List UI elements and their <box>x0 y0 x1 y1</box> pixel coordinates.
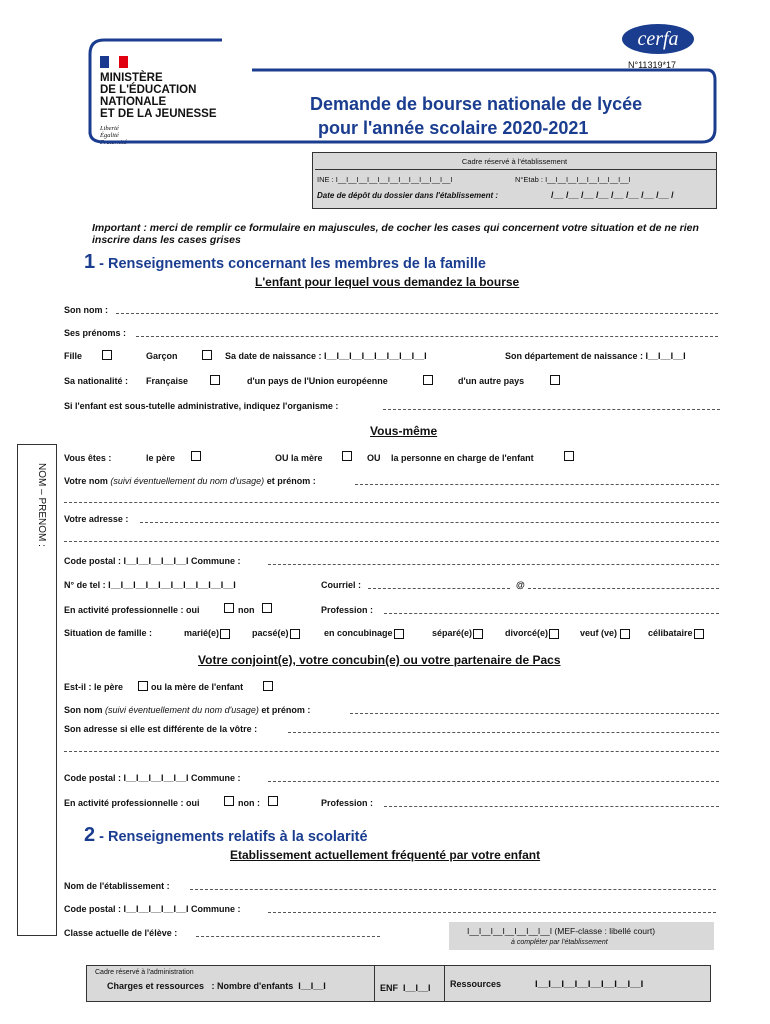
conjoint-mere-checkbox[interactable] <box>263 681 273 691</box>
est-il-label: Est-il : le père <box>64 682 124 692</box>
section1-title <box>84 251 486 274</box>
nom-etab-field[interactable] <box>190 889 716 890</box>
conjoint-code-postal-field[interactable]: Code postal : I__I__I__I__I__I Commune : <box>64 773 241 783</box>
fille-checkbox[interactable] <box>102 350 112 360</box>
personne-label: la personne en charge de l'enfant <box>391 453 534 463</box>
personne-checkbox[interactable] <box>564 451 574 461</box>
conjoint-oui-checkbox[interactable] <box>224 796 234 806</box>
side-label-box <box>17 444 57 936</box>
cerfa-number: N°11319*17 <box>628 60 676 70</box>
conjoint-adresse-field-2[interactable] <box>64 751 719 752</box>
ressources-field: I__I__I__I__I__I__I__I__I <box>535 979 644 990</box>
veuf-checkbox[interactable] <box>620 629 630 639</box>
garcon-checkbox[interactable] <box>202 350 212 360</box>
conjoint-non-checkbox[interactable] <box>268 796 278 806</box>
reserved-box-title: Cadre réservé à l'établissement <box>461 157 568 166</box>
celibataire-checkbox[interactable] <box>694 629 704 639</box>
pacse-checkbox[interactable] <box>290 629 300 639</box>
etab-code-postal-field[interactable]: Code postal : I__I__I__I__I__I Commune : <box>64 904 241 914</box>
section2-heading: - Renseignements relatifs à la scolarité <box>95 829 368 845</box>
ses-prenoms-field[interactable] <box>136 336 718 337</box>
mef-box <box>449 922 714 950</box>
reserved-box <box>312 152 717 209</box>
sexe-row <box>64 351 82 361</box>
at-symbol: @ <box>516 580 525 590</box>
mef-field: I__I__I__I__I__I__I__I (MEF-classe : libellé court) <box>467 926 656 936</box>
ine-field: INE : I__I__I__I__I__I__I__I__I__I__I__I <box>317 175 453 184</box>
pere-checkbox[interactable] <box>191 451 201 461</box>
vous-meme-title: Vous-même <box>370 424 438 438</box>
situation-pacse[interactable] <box>252 628 300 639</box>
section1-number: 1 <box>84 251 96 273</box>
conjoint-nom-field[interactable] <box>350 713 719 714</box>
conjoint-nom-hint: (suivi éventuellement du nom d'usage) <box>105 705 259 715</box>
cerfa-logo: cerfa <box>622 24 694 54</box>
marie-label: marié(e) <box>184 628 220 638</box>
title-line-1: Demande de bourse nationale de lycée <box>310 94 643 114</box>
celibataire-label: célibataire <box>648 628 693 638</box>
et-prenom-text: et prénom : <box>266 476 316 486</box>
commune-field[interactable] <box>268 564 719 565</box>
ou-label: OU <box>367 453 381 463</box>
motto-2: Égalité <box>100 132 119 139</box>
fille-label: Fille <box>64 351 83 361</box>
page-title <box>310 92 642 140</box>
admin-box-title: Cadre réservé à l'administration <box>95 969 194 976</box>
concubinage-label: en concubinage <box>324 628 393 638</box>
activite-non-label: non <box>238 605 255 615</box>
ministry-line-4: ET DE LA JEUNESSE <box>100 108 217 120</box>
ministry-line-2: DE L'ÉDUCATION <box>100 84 197 96</box>
son-nom-field[interactable] <box>116 313 718 314</box>
admin-box <box>86 965 711 1002</box>
conjoint-commune-field[interactable] <box>268 781 719 782</box>
situation-divorce[interactable] <box>505 628 559 639</box>
conjoint-title: Votre conjoint(e), votre concubin(e) ou votre partenaire de Pacs <box>198 653 561 667</box>
situation-concubinage[interactable] <box>324 628 404 639</box>
side-label: NOM – PRENOM : <box>36 463 47 547</box>
le-pere-label: le père <box>146 453 176 463</box>
conjoint-profession-field[interactable] <box>384 806 719 807</box>
conjoint-nom-label <box>64 705 310 715</box>
conjoint-adresse-field[interactable] <box>288 732 719 733</box>
situation-label: Situation de famille : <box>64 628 153 638</box>
garcon-label: Garçon <box>146 351 178 361</box>
netab-field: N°Etab : I__I__I__I__I__I__I__I__I <box>515 175 631 184</box>
courriel-field[interactable] <box>368 588 510 589</box>
section2-title <box>84 824 368 847</box>
divorce-checkbox[interactable] <box>549 629 559 639</box>
nationalite-label: Sa nationalité : <box>64 376 129 386</box>
adresse-label: Votre adresse : <box>64 514 129 524</box>
concubinage-checkbox[interactable] <box>394 629 404 639</box>
nom-etab-label: Nom de l'établissement : <box>64 881 170 891</box>
votre-nom-field[interactable] <box>355 484 719 485</box>
conjoint-profession-label: Profession : <box>321 798 374 808</box>
ses-prenoms-label: Ses prénoms : <box>64 328 127 338</box>
son-nom-label: Son nom : <box>64 305 108 315</box>
pacse-label: pacsé(e) <box>252 628 289 638</box>
adresse-field-2[interactable] <box>64 541 719 542</box>
motto-3: Fraternité <box>100 139 127 146</box>
departement-field[interactable]: Son département de naissance : I__I__I__I <box>505 351 686 361</box>
votre-nom-field-2[interactable] <box>64 502 719 503</box>
profession-field[interactable] <box>384 613 719 614</box>
tel-field[interactable]: N° de tel : I__I__I__I__I__I__I__I__I__I__I <box>64 580 236 590</box>
conjoint-prenom-text: et prénom : <box>261 705 311 715</box>
divorce-label: divorcé(e) <box>505 628 549 638</box>
courriel-domain-field[interactable] <box>528 588 719 589</box>
mef-note: à compléter par l'établissement <box>511 939 608 946</box>
motto-1: Liberté <box>100 125 119 132</box>
vous-etes-label: Vous êtes : <box>64 453 112 463</box>
activite-oui-checkbox[interactable] <box>224 603 234 613</box>
situation-veuf[interactable] <box>580 628 630 639</box>
mere-checkbox[interactable] <box>342 451 352 461</box>
votre-nom-hint: (suivi éventuellement du nom d'usage) <box>110 476 265 486</box>
classe-field[interactable] <box>196 936 380 937</box>
ue-checkbox[interactable] <box>423 375 433 385</box>
ressources-label: Ressources <box>450 979 502 989</box>
tutelle-label: Si l'enfant est sous-tutelle administrative, indiquez l'organisme : <box>64 401 339 411</box>
charges-field: Charges et ressources : Nombre d'enfants I__I__I <box>107 981 326 991</box>
code-postal-field[interactable]: Code postal : I__I__I__I__I__I Commune : <box>64 556 241 566</box>
ministry-line-3: NATIONALE <box>100 96 167 108</box>
votre-nom-label <box>64 476 316 486</box>
separe-checkbox[interactable] <box>473 629 483 639</box>
conjoint-mere-label: ou la mère de l'enfant <box>151 682 244 692</box>
date-label: Date de dépôt du dossier dans l'établissement : <box>317 191 499 200</box>
ue-label: d'un pays de l'Union européenne <box>247 376 388 386</box>
conjoint-pere-checkbox[interactable] <box>138 681 148 691</box>
autre-pays-checkbox[interactable] <box>550 375 560 385</box>
activite-label: En activité professionnelle : oui <box>64 605 200 615</box>
ministry-line-1: MINISTÈRE <box>100 72 163 84</box>
votre-nom-text: Votre nom <box>64 476 108 486</box>
autre-pays-label: d'un autre pays <box>458 376 525 386</box>
conjoint-non-label: non : <box>238 798 260 808</box>
profession-label: Profession : <box>321 605 374 615</box>
francaise-checkbox[interactable] <box>210 375 220 385</box>
conjoint-adresse-label: Son adresse si elle est différente de la vôtre : <box>64 724 258 734</box>
conjoint-activite-label: En activité professionnelle : oui <box>64 798 200 808</box>
date-naissance-field[interactable]: Sa date de naissance : I__I__I__I__I__I__I__I__I <box>225 351 427 361</box>
date-value: /__ /__ /__ /__ /__ /__ /__ /__ / <box>551 190 674 200</box>
section1-heading: - Renseignements concernant les membres de la famille <box>95 256 486 272</box>
adresse-field[interactable] <box>140 522 719 523</box>
conjoint-nom-text: Son nom <box>64 705 103 715</box>
separe-label: séparé(e) <box>432 628 473 638</box>
courriel-label: Courriel : <box>321 580 362 590</box>
marie-checkbox[interactable] <box>220 629 230 639</box>
title-line-2: pour l'année scolaire 2020-2021 <box>318 118 589 138</box>
francaise-label: Française <box>146 376 189 386</box>
activite-non-checkbox[interactable] <box>262 603 272 613</box>
enf-field: ENF I__I__I <box>380 983 431 993</box>
situation-separe[interactable] <box>432 628 483 639</box>
section2-number: 2 <box>84 824 96 846</box>
veuf-label: veuf (ve) <box>580 628 618 638</box>
important-note: Important : merci de remplir ce formulaire en majuscules, de cocher les cases qui concernent votre situation et de ne rien inscrire dans les cases grises <box>92 222 699 246</box>
ou-la-mere-label: OU la mère <box>275 453 323 463</box>
tutelle-field[interactable] <box>383 409 720 410</box>
classe-label: Classe actuelle de l'élève : <box>64 928 178 938</box>
situation-celibataire[interactable] <box>648 628 704 639</box>
etab-commune-field[interactable] <box>268 912 716 913</box>
section2-subtitle: Etablissement actuellement fréquenté par votre enfant <box>230 848 541 862</box>
situation-marie[interactable] <box>184 628 230 639</box>
section1-subtitle: L'enfant pour lequel vous demandez la bourse <box>255 275 520 289</box>
